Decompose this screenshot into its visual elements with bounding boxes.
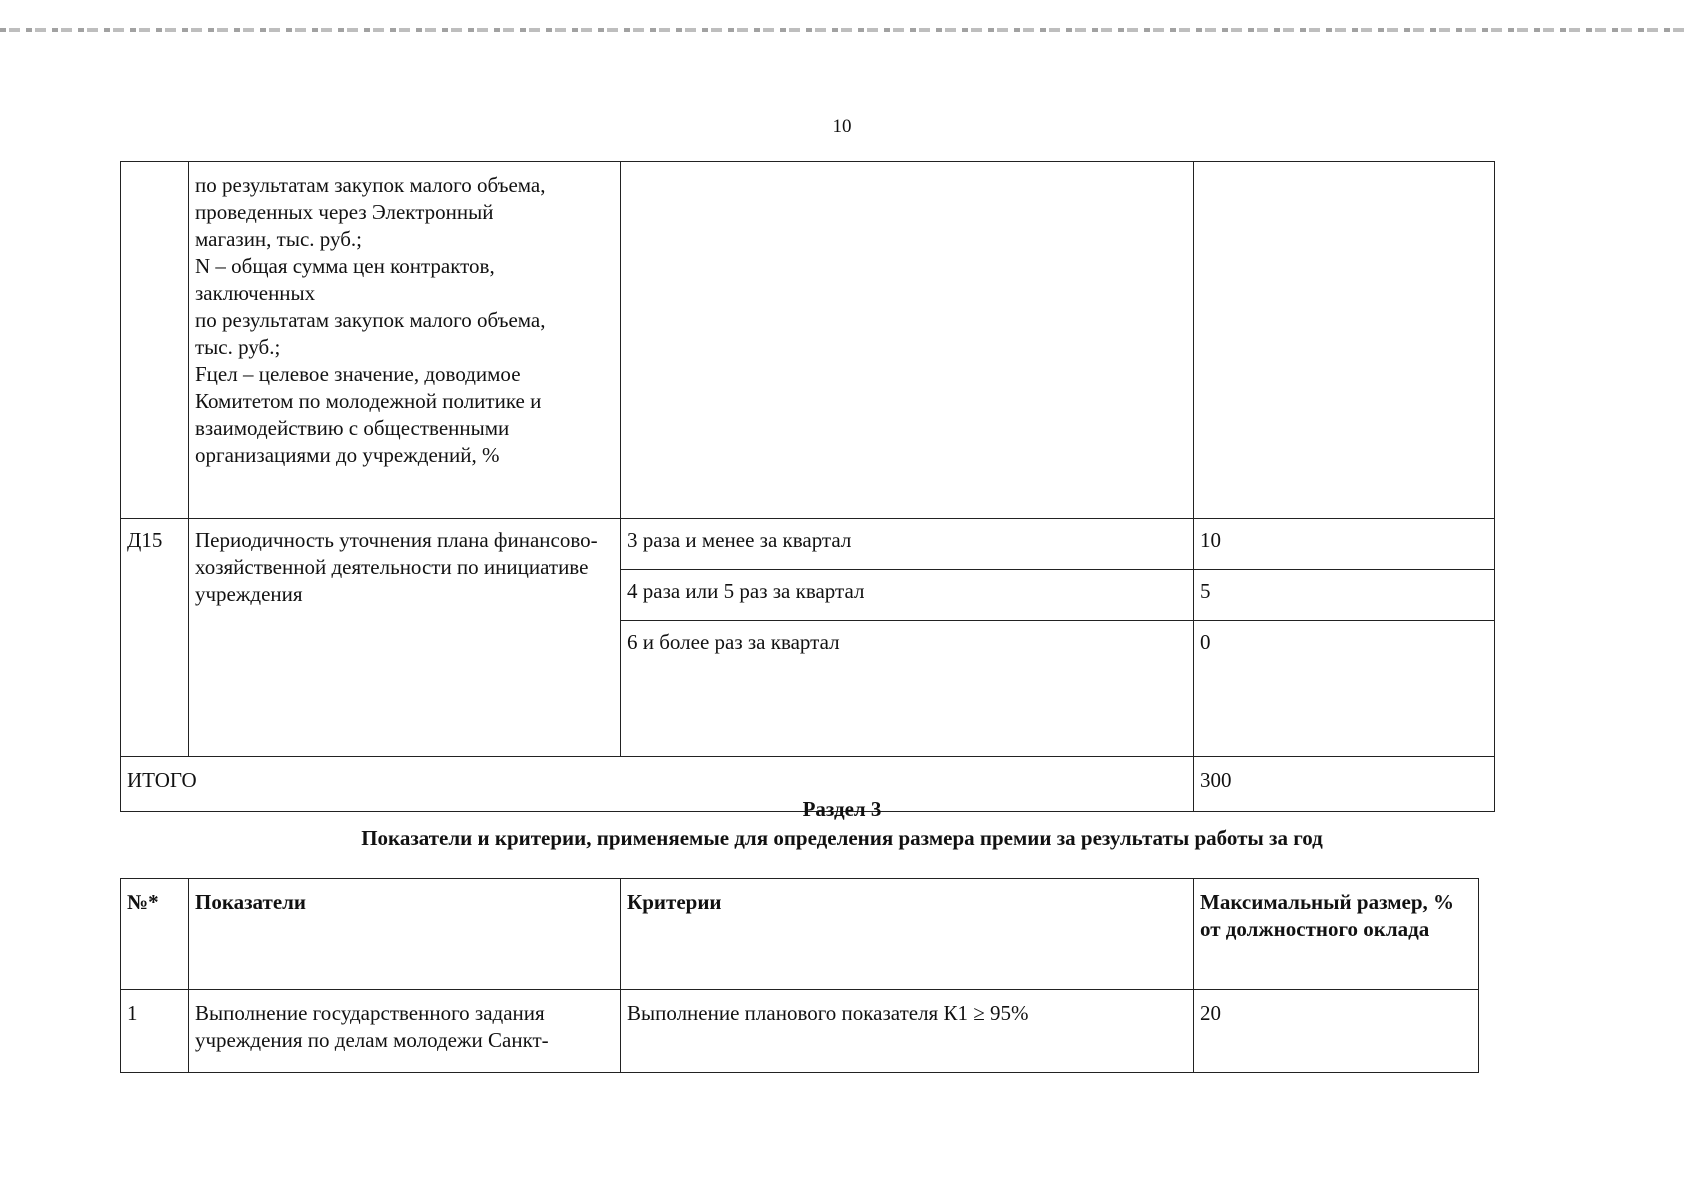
row-number: 1 <box>121 990 189 1073</box>
criterion-value: 0 <box>1194 621 1495 757</box>
criterion-text: 4 раза или 5 раз за квартал <box>621 570 1194 621</box>
text-line: Комитетом по молодежной политике и <box>195 389 542 413</box>
criterion-text: 3 раза и менее за квартал <box>621 519 1194 570</box>
continuation-text-cell <box>189 162 621 519</box>
code-cell <box>121 162 189 519</box>
criterion-value: 20 <box>1194 990 1479 1073</box>
indicators-table-continued <box>120 161 1495 812</box>
indicator-text: Выполнение государственного задания учреждения по делам молодежи Санкт- <box>189 990 621 1073</box>
text-line: заключенных <box>195 281 316 305</box>
text-line: тыс. руб.; <box>195 335 281 359</box>
bonus-criteria-table <box>120 878 1479 1073</box>
text-line: N – общая сумма цен контрактов, <box>195 254 495 278</box>
table-row <box>121 519 1495 570</box>
criteria-cell <box>621 162 1194 519</box>
text-line: организациями до учреждений, % <box>195 443 500 467</box>
column-header: №* <box>121 879 189 990</box>
table-row <box>121 162 1495 519</box>
text-line: проведенных через Электронный <box>195 200 494 224</box>
table-row <box>121 990 1479 1073</box>
text-line: магазин, тыс. руб.; <box>195 227 362 251</box>
column-header: Показатели <box>189 879 621 990</box>
table-header-row <box>121 879 1479 990</box>
criterion-value: 5 <box>1194 570 1495 621</box>
text-line: взаимодействию с общественными <box>195 416 510 440</box>
text-line: по результатам закупок малого объема, <box>195 308 546 332</box>
scan-artifact-line <box>0 28 1684 32</box>
indicator-text: Периодичность уточнения плана финансово-хозяйственной деятельности по инициативе учреждения <box>189 519 621 757</box>
text-line: по результатам закупок малого объема, <box>195 173 546 197</box>
total-value: 300 <box>1194 757 1495 812</box>
value-cell <box>1194 162 1495 519</box>
section-title: Раздел 3 <box>802 797 882 821</box>
indicator-code: Д15 <box>121 519 189 757</box>
section-subtitle: Показатели и критерии, применяемые для определения размера премии за результаты работы за год <box>361 826 1323 850</box>
criterion-value: 10 <box>1194 519 1495 570</box>
criterion-text: Выполнение планового показателя К1 ≥ 95% <box>621 990 1194 1073</box>
page-number: 10 <box>832 116 852 137</box>
total-label: ИТОГО <box>121 757 1194 812</box>
text-line: Fцел – целевое значение, доводимое <box>195 362 521 386</box>
column-header: Максимальный размер, % от должностного оклада <box>1194 879 1479 990</box>
column-header: Критерии <box>621 879 1194 990</box>
criterion-text: 6 и более раз за квартал <box>621 621 1194 757</box>
